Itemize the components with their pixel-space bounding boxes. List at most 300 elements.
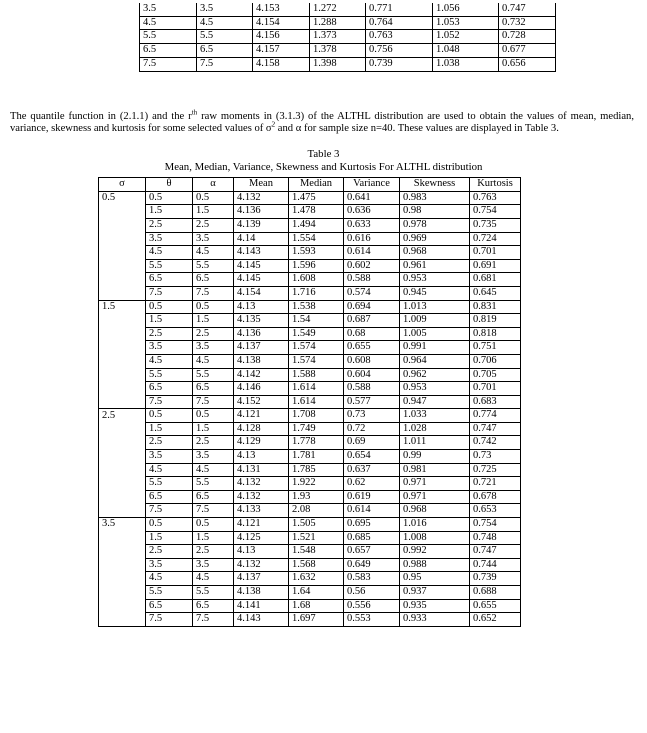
table3-sigma-cell	[99, 395, 146, 409]
table3-cell: 0.645	[470, 286, 521, 300]
table3-row	[99, 586, 521, 600]
table3-cell: 3.5	[193, 450, 234, 464]
table3-cell: 7.5	[193, 613, 234, 627]
table2-cell: 0.656	[499, 57, 556, 71]
table3-cell: 0.5	[146, 191, 193, 205]
table3-cell: 0.614	[344, 504, 400, 518]
table3-cell: 0.968	[400, 246, 470, 260]
table3-caption: Mean, Median, Variance, Skewness and Kurtosis For ALTHL distribution	[164, 161, 483, 173]
table3-cell: 0.5	[193, 191, 234, 205]
table2-cell: 3.5	[140, 3, 197, 16]
table3-cell: 0.747	[470, 545, 521, 559]
table3-cell: 0.654	[344, 450, 400, 464]
table3-cell: 0.691	[470, 259, 521, 273]
table3-cell: 4.5	[193, 463, 234, 477]
table3-row	[99, 463, 521, 477]
table3-row	[99, 327, 521, 341]
table3-cell: 1.005	[400, 327, 470, 341]
table3-cell: 0.556	[344, 599, 400, 613]
table3-cell: 0.935	[400, 599, 470, 613]
table3-cell: 0.747	[470, 422, 521, 436]
table3-cell: 4.14	[234, 232, 289, 246]
table3-cell: 5.5	[146, 368, 193, 382]
table3	[98, 177, 521, 627]
table3-cell: 0.937	[400, 586, 470, 600]
table3-cell: 0.945	[400, 286, 470, 300]
table3-cell: 4.5	[193, 246, 234, 260]
table3-cell: 0.701	[470, 382, 521, 396]
table3-cell: 3.5	[146, 232, 193, 246]
table3-cell: 0.99	[400, 450, 470, 464]
table3-cell: 0.818	[470, 327, 521, 341]
table2-cell: 0.677	[499, 44, 556, 58]
table2-cell: 1.398	[310, 57, 366, 71]
table3-header-cell: Kurtosis	[470, 178, 521, 192]
table3-cell: 0.73	[344, 409, 400, 423]
table3-cell: 4.5	[193, 572, 234, 586]
table3-sigma-cell	[99, 273, 146, 287]
table3-cell: 0.574	[344, 286, 400, 300]
table2-cell: 0.763	[366, 30, 433, 44]
table3-header-cell: Mean	[234, 178, 289, 192]
table3-sigma-cell	[99, 368, 146, 382]
table2-cell: 3.5	[197, 3, 253, 16]
table3-row	[99, 314, 521, 328]
table3-cell: 4.5	[193, 354, 234, 368]
table3-cell: 0.619	[344, 490, 400, 504]
table3-header-cell: Skewness	[400, 178, 470, 192]
table2-cell: 0.756	[366, 44, 433, 58]
table2-cell: 4.156	[253, 30, 310, 44]
table2-row	[140, 44, 556, 58]
paragraph-superscript-2: 2	[271, 120, 276, 129]
table3-cell: 1.588	[289, 368, 344, 382]
table3-cell: 1.5	[146, 422, 193, 436]
table3-cell: 0.701	[470, 246, 521, 260]
table2-cell: 1.272	[310, 3, 366, 16]
table3-cell: 0.614	[344, 246, 400, 260]
table3-cell: 0.831	[470, 300, 521, 314]
table3-cell: 0.739	[470, 572, 521, 586]
table3-cell: 2.5	[193, 545, 234, 559]
table3-sigma-cell	[99, 545, 146, 559]
table2-cell: 7.5	[197, 57, 253, 71]
table3-sigma-cell	[99, 477, 146, 491]
table3-cell: 4.133	[234, 504, 289, 518]
table3-cell: 0.992	[400, 545, 470, 559]
table3-cell: 0.688	[470, 586, 521, 600]
table3-body	[99, 191, 521, 626]
table3-cell: 2.5	[146, 436, 193, 450]
table2-cell: 0.732	[499, 16, 556, 30]
table3-cell: 0.616	[344, 232, 400, 246]
table3-cell: 0.953	[400, 273, 470, 287]
table3-cell: 1.013	[400, 300, 470, 314]
table3-cell: 3.5	[146, 341, 193, 355]
table3-cell: 1.785	[289, 463, 344, 477]
table3-cell: 0.655	[470, 599, 521, 613]
table3-cell: 4.138	[234, 354, 289, 368]
table3-cell: 0.683	[470, 395, 521, 409]
table3-cell: 1.614	[289, 395, 344, 409]
table3-cell: 0.5	[193, 518, 234, 532]
table3-cell: 5.5	[146, 586, 193, 600]
table3-cell: 0.636	[344, 205, 400, 219]
table3-cell: 4.5	[146, 463, 193, 477]
table3-cell: 4.13	[234, 545, 289, 559]
table2-row	[140, 57, 556, 71]
table3-cell: 0.694	[344, 300, 400, 314]
table3-cell: 0.971	[400, 490, 470, 504]
table3-cell: 0.988	[400, 558, 470, 572]
table3-sigma-cell	[99, 450, 146, 464]
table3-row	[99, 613, 521, 627]
table3-cell: 4.154	[234, 286, 289, 300]
table3-cell: 0.655	[344, 341, 400, 355]
table3-sigma-cell	[99, 436, 146, 450]
table3-cell: 0.744	[470, 558, 521, 572]
table3-cell: 0.962	[400, 368, 470, 382]
table3-cell: 1.749	[289, 422, 344, 436]
table3-cell: 1.009	[400, 314, 470, 328]
table2-cell: 0.728	[499, 30, 556, 44]
table3-row	[99, 436, 521, 450]
table3-cell: 4.5	[146, 246, 193, 260]
table3-cell: 1.5	[193, 531, 234, 545]
table3-cell: 1.697	[289, 613, 344, 627]
table3-cell: 0.5	[193, 300, 234, 314]
table3-cell: 0.721	[470, 477, 521, 491]
table3-cell: 0.953	[400, 382, 470, 396]
table3-cell: 5.5	[193, 259, 234, 273]
table2-body	[140, 3, 556, 71]
table3-cell: 1.708	[289, 409, 344, 423]
table3-cell: 7.5	[193, 395, 234, 409]
table3-cell: 0.98	[400, 205, 470, 219]
table3-cell: 0.577	[344, 395, 400, 409]
table3-sigma-cell	[99, 599, 146, 613]
table3-header-cell: θ	[146, 178, 193, 192]
table3-cell: 1.554	[289, 232, 344, 246]
table3-cell: 1.478	[289, 205, 344, 219]
table3-sigma-cell	[99, 504, 146, 518]
table3-cell: 0.653	[470, 504, 521, 518]
table3-cell: 0.725	[470, 463, 521, 477]
table3-cell: 0.649	[344, 558, 400, 572]
table3-cell: 3.5	[193, 341, 234, 355]
table3-cell: 3.5	[146, 558, 193, 572]
table3-cell: 1.016	[400, 518, 470, 532]
table2-continuation	[139, 3, 556, 72]
table3-cell: 0.735	[470, 218, 521, 232]
table3-cell: 0.947	[400, 395, 470, 409]
table3-cell: 6.5	[193, 273, 234, 287]
table2-cell: 6.5	[140, 44, 197, 58]
table3-sigma-cell	[99, 531, 146, 545]
table3-sigma-cell	[99, 232, 146, 246]
paragraph-text-3: and α for sample size n=40. These values are displayed in Table 3.	[275, 123, 559, 134]
table3-row	[99, 354, 521, 368]
table3-cell: 4.142	[234, 368, 289, 382]
table3-cell: 0.687	[344, 314, 400, 328]
table3-row	[99, 558, 521, 572]
table3-cell: 7.5	[193, 286, 234, 300]
table3-cell: 1.033	[400, 409, 470, 423]
table3-cell: 0.968	[400, 504, 470, 518]
table3-row	[99, 259, 521, 273]
table3-cell: 2.5	[146, 545, 193, 559]
table2-cell: 1.052	[433, 30, 499, 44]
table3-cell: 0.964	[400, 354, 470, 368]
table3-sigma-cell	[99, 246, 146, 260]
table3-cell: 2.5	[193, 218, 234, 232]
table3-cell: 4.131	[234, 463, 289, 477]
table3-row	[99, 191, 521, 205]
table3-cell: 1.538	[289, 300, 344, 314]
table2-cell: 0.747	[499, 3, 556, 16]
table3-cell: 0.983	[400, 191, 470, 205]
table3-cell: 0.706	[470, 354, 521, 368]
table3-cell: 4.136	[234, 327, 289, 341]
table3-cell: 7.5	[193, 504, 234, 518]
table3-cell: 6.5	[193, 599, 234, 613]
table3-cell: 5.5	[146, 259, 193, 273]
table3-row	[99, 273, 521, 287]
table3-cell: 7.5	[146, 395, 193, 409]
table3-cell: 0.602	[344, 259, 400, 273]
table2-cell: 1.053	[433, 16, 499, 30]
table3-cell: 1.008	[400, 531, 470, 545]
table2-cell: 1.373	[310, 30, 366, 44]
table3-header-cell: α	[193, 178, 234, 192]
table3-cell: 6.5	[146, 382, 193, 396]
table3-cell: 1.475	[289, 191, 344, 205]
table3-cell: 0.73	[470, 450, 521, 464]
table3-sigma-cell	[99, 205, 146, 219]
table3-row	[99, 382, 521, 396]
table3-cell: 4.128	[234, 422, 289, 436]
table3-row	[99, 477, 521, 491]
table3-cell: 2.5	[193, 436, 234, 450]
table3-cell: 0.685	[344, 531, 400, 545]
table3-sigma-cell	[99, 286, 146, 300]
table3-row	[99, 518, 521, 532]
table3-cell: 0.705	[470, 368, 521, 382]
table3-cell: 4.132	[234, 191, 289, 205]
table3-header-cell: Median	[289, 178, 344, 192]
table3-row	[99, 545, 521, 559]
table3-cell: 4.143	[234, 613, 289, 627]
table3-cell: 1.5	[193, 314, 234, 328]
table3-cell: 4.121	[234, 409, 289, 423]
table3-cell: 1.593	[289, 246, 344, 260]
table3-cell: 6.5	[146, 490, 193, 504]
table3-cell: 0.678	[470, 490, 521, 504]
table3-cell: 0.652	[470, 613, 521, 627]
table3-cell: 1.574	[289, 341, 344, 355]
table3-row	[99, 205, 521, 219]
table3-cell: 4.141	[234, 599, 289, 613]
table3-sigma-cell: 1.5	[99, 300, 146, 314]
table3-header-row	[99, 178, 521, 192]
table3-row	[99, 218, 521, 232]
table3-sigma-cell	[99, 218, 146, 232]
table3-cell: 1.011	[400, 436, 470, 450]
table2-cell: 7.5	[140, 57, 197, 71]
table2-row	[140, 30, 556, 44]
table3-cell: 1.716	[289, 286, 344, 300]
table3-cell: 0.72	[344, 422, 400, 436]
table3-cell: 1.549	[289, 327, 344, 341]
table3-row	[99, 531, 521, 545]
table3-cell: 0.588	[344, 273, 400, 287]
table3-cell: 1.93	[289, 490, 344, 504]
table3-sigma-cell	[99, 341, 146, 355]
table3-cell: 0.637	[344, 463, 400, 477]
table2-cell: 1.056	[433, 3, 499, 16]
table3-cell: 1.778	[289, 436, 344, 450]
table3-cell: 6.5	[193, 490, 234, 504]
table2-cell: 4.154	[253, 16, 310, 30]
table3-cell: 4.132	[234, 477, 289, 491]
table3-cell: 2.5	[146, 218, 193, 232]
table3-cell: 0.933	[400, 613, 470, 627]
table3-cell: 1.614	[289, 382, 344, 396]
table3-cell: 0.608	[344, 354, 400, 368]
table3-sigma-cell	[99, 586, 146, 600]
table3-cell: 4.121	[234, 518, 289, 532]
table3-cell: 3.5	[146, 450, 193, 464]
table3-cell: 0.724	[470, 232, 521, 246]
table2-cell: 4.5	[140, 16, 197, 30]
table3-header-cell: σ	[99, 178, 146, 192]
table3-cell: 2.5	[146, 327, 193, 341]
table3-cell: 1.608	[289, 273, 344, 287]
table3-cell: 1.781	[289, 450, 344, 464]
table3-sigma-cell: 2.5	[99, 409, 146, 423]
table2-cell: 0.739	[366, 57, 433, 71]
table3-cell: 1.505	[289, 518, 344, 532]
table3-row	[99, 409, 521, 423]
table3-cell: 4.139	[234, 218, 289, 232]
table2-cell: 4.153	[253, 3, 310, 16]
table3-cell: 1.5	[193, 422, 234, 436]
table3-cell: 0.641	[344, 191, 400, 205]
table2-cell: 0.764	[366, 16, 433, 30]
table3-row	[99, 246, 521, 260]
table2-cell: 1.048	[433, 44, 499, 58]
table2-cell: 6.5	[197, 44, 253, 58]
table3-cell: 1.5	[146, 531, 193, 545]
table3-cell: 5.5	[146, 477, 193, 491]
table3-cell: 0.5	[193, 409, 234, 423]
table3-cell: 6.5	[146, 599, 193, 613]
table3-row	[99, 450, 521, 464]
table3-cell: 4.152	[234, 395, 289, 409]
table3-cell: 1.5	[146, 314, 193, 328]
table3-cell: 1.5	[193, 205, 234, 219]
table3-cell: 1.574	[289, 354, 344, 368]
table3-sigma-cell	[99, 422, 146, 436]
table3-cell: 2.08	[289, 504, 344, 518]
table3-sigma-cell	[99, 613, 146, 627]
table3-sigma-cell	[99, 490, 146, 504]
table2-cell: 4.5	[197, 16, 253, 30]
table3-cell: 3.5	[193, 558, 234, 572]
table3-cell: 0.95	[400, 572, 470, 586]
table3-cell: 0.56	[344, 586, 400, 600]
table3-cell: 0.819	[470, 314, 521, 328]
table2-cell: 4.157	[253, 44, 310, 58]
table3-sigma-cell	[99, 572, 146, 586]
table3-cell: 3.5	[193, 232, 234, 246]
table3-cell: 7.5	[146, 286, 193, 300]
table3-title: Table 3	[307, 148, 340, 160]
table3-cell: 0.742	[470, 436, 521, 450]
table3-cell: 0.971	[400, 477, 470, 491]
table3-cell: 0.588	[344, 382, 400, 396]
table3-header-cell: Variance	[344, 178, 400, 192]
table3-sigma-cell	[99, 327, 146, 341]
table3-cell: 1.68	[289, 599, 344, 613]
table3-cell: 0.5	[146, 518, 193, 532]
table3-cell: 0.5	[146, 300, 193, 314]
table3-cell: 4.137	[234, 341, 289, 355]
table3-cell: 1.548	[289, 545, 344, 559]
table2-cell: 4.158	[253, 57, 310, 71]
table3-cell: 1.5	[146, 205, 193, 219]
table3-cell: 7.5	[146, 613, 193, 627]
table3-cell: 6.5	[146, 273, 193, 287]
table3-cell: 0.5	[146, 409, 193, 423]
paragraph-text-1: The quantile function in (2.1.1) and the r	[10, 110, 192, 122]
table3-cell: 0.774	[470, 409, 521, 423]
table2-cell: 1.378	[310, 44, 366, 58]
table3-cell: 1.54	[289, 314, 344, 328]
table3-cell: 0.604	[344, 368, 400, 382]
table3-sigma-cell	[99, 558, 146, 572]
paragraph-text-2: raw moments in (3.1.3) of the ALTHL distribution are used to obtain the values of mean, median, variance, skewness and kurtosis for some selected values of σ	[10, 110, 635, 134]
table3-cell: 4.138	[234, 586, 289, 600]
table3-sigma-cell: 3.5	[99, 518, 146, 532]
table3-row	[99, 422, 521, 436]
paragraph-superscript-th: th	[191, 108, 198, 117]
table3-row	[99, 341, 521, 355]
table3-cell: 4.13	[234, 300, 289, 314]
table3-cell: 4.137	[234, 572, 289, 586]
table3-sigma-cell	[99, 259, 146, 273]
table3-cell: 0.583	[344, 572, 400, 586]
table3-cell: 4.132	[234, 490, 289, 504]
table3-cell: 0.681	[470, 273, 521, 287]
table2-row	[140, 16, 556, 30]
table3-cell: 1.494	[289, 218, 344, 232]
table3-cell: 0.978	[400, 218, 470, 232]
table3-cell: 1.64	[289, 586, 344, 600]
table3-cell: 4.13	[234, 450, 289, 464]
table3-cell: 1.922	[289, 477, 344, 491]
table3-cell: 4.146	[234, 382, 289, 396]
table3-cell: 0.754	[470, 518, 521, 532]
table3-cell: 0.961	[400, 259, 470, 273]
table3-sigma-cell	[99, 314, 146, 328]
table3-cell: 7.5	[146, 504, 193, 518]
body-paragraph	[10, 108, 635, 136]
table3-cell: 5.5	[193, 368, 234, 382]
table3-cell: 4.132	[234, 558, 289, 572]
table3-cell: 0.751	[470, 341, 521, 355]
table3-row	[99, 395, 521, 409]
